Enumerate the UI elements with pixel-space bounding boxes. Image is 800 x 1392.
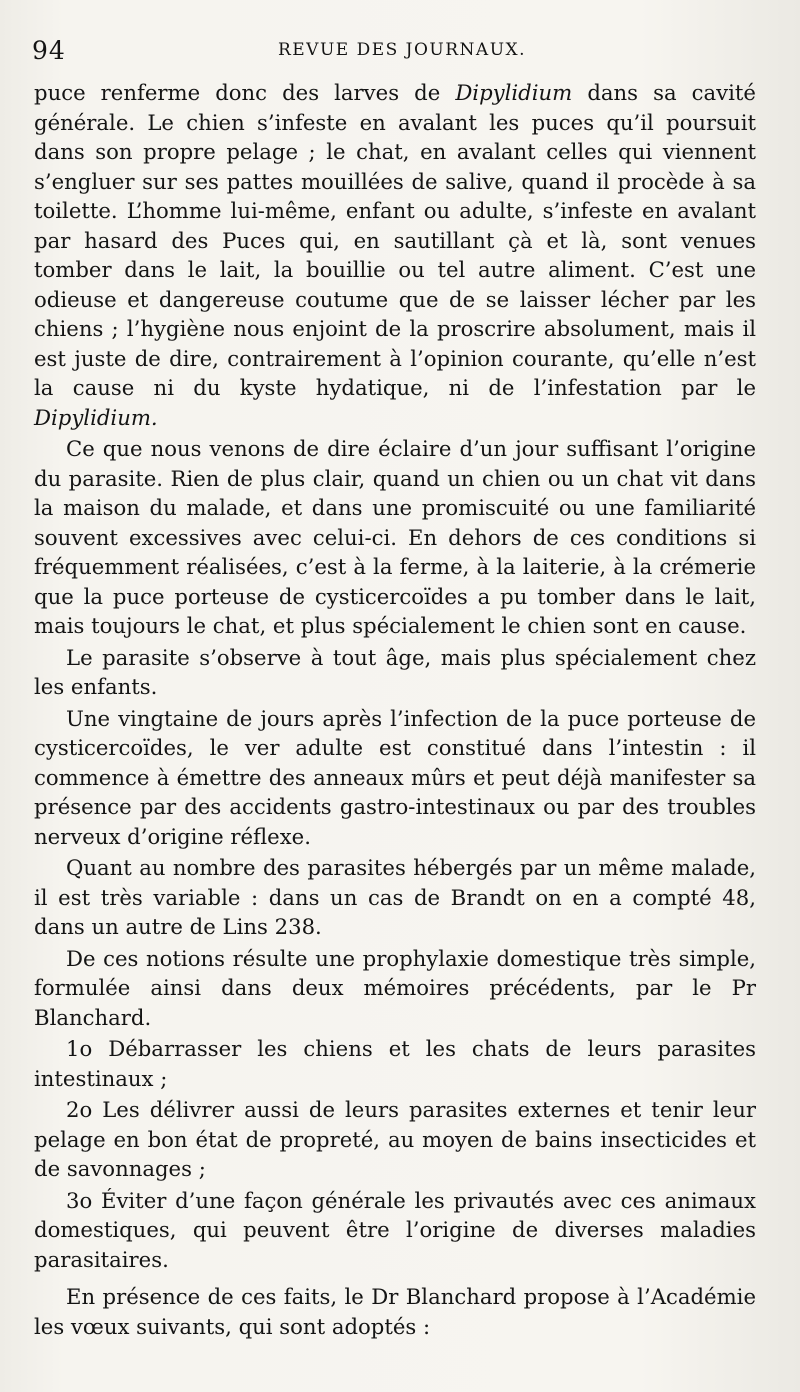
paragraph-1-text-b: dans sa cavité générale. Le chien s’infeste en avalant les puces qu’il poursuit dans son propre pelage ; le chat, en avalant celles qui viennent s’engluer sur ses pattes mouillées de salive, quand il procède à sa toilette. L’homme lui-même, enfant ou adulte, s’infeste en avalant par hasard des Puces qui, en sautillant çà et là, sont venues tomber dans le lait, la bouillie ou tel autre aliment. C’est une odieuse et dangereuse coutume que de se laisser lécher par les chiens ; l’hygiène nous enjoint de la proscrire absolument, mais il est juste de dire, contrairement à l’opinion courante, qu’elle n’est la cause ni du kyste hydatique, ni de l’infestation par le: [34, 80, 756, 400]
paragraph-6: De ces notions résulte une prophylaxie domestique très simple, formulée ainsi dans deux mémoires précédents, par le Pr Blanchard.: [34, 945, 756, 1030]
paragraph-final: En présence de ces faits, le Dr Blanchard propose à l’Académie les vœux suivants, qui sont adoptés :: [34, 1284, 756, 1339]
list-item-2: 2o Les délivrer aussi de leurs parasites externes et tenir leur pelage en bon état de propreté, au moyen de bains insecticides et de savonnages ;: [34, 1097, 756, 1181]
paragraph-3: Le parasite s’observe à tout âge, mais plus spécialement chez les enfants.: [34, 644, 756, 699]
paragraph-5: Quant au nombre des parasites hébergés par un même malade, il est très variable : dans un cas de Brandt on en a compté 48, dans un autre de Lins 238.: [34, 855, 756, 939]
paragraph-1: [34, 78, 756, 432]
paragraph-2: Ce que nous venons de dire éclaire d’un jour suffisant l’origine du parasite. Rien de plus clair, quand un chien ou un chat vit dans la maison du malade, et dans une promiscuité ou une familiarité souvent excessives avec celui-ci. En dehors de ces conditions si fréquemment réalisées, c’est à la ferme, à la laiterie, à la crémerie que la puce porteuse de cysticercoïdes a pu tomber dans le lait, mais toujours le chat, et plus spécialement le chien sont en cause.: [34, 436, 756, 638]
paragraph-1-italic-b: Dipylidium.: [34, 404, 158, 430]
page-number: 94: [32, 36, 66, 65]
paragraph-1-text-a: puce renferme donc des larves de: [34, 80, 456, 105]
list-item-1: 1o Débarrasser les chiens et les chats de leurs parasites intestinaux ;: [34, 1036, 756, 1091]
page-header: [32, 36, 772, 66]
paragraph-1-italic-a: Dipylidium: [455, 80, 573, 105]
list-item-3: 3o Éviter d’une façon générale les privautés avec ces animaux domestiques, qui peuvent être l’origine de diverses maladies parasitaires.: [34, 1187, 756, 1272]
paragraph-4: Une vingtaine de jours après l’infection de la puce porteuse de cysticercoïdes, le ver adulte est constitué dans l’intestin : il commence à émettre des anneaux mûrs et peut déjà manifester sa présence par des accidents gastro-intestinaux ou par des troubles nerveux d’origine réflexe.: [34, 705, 756, 849]
body-text: [34, 78, 756, 1343]
running-title: REVUE DES JOURNAUX.: [277, 40, 527, 60]
